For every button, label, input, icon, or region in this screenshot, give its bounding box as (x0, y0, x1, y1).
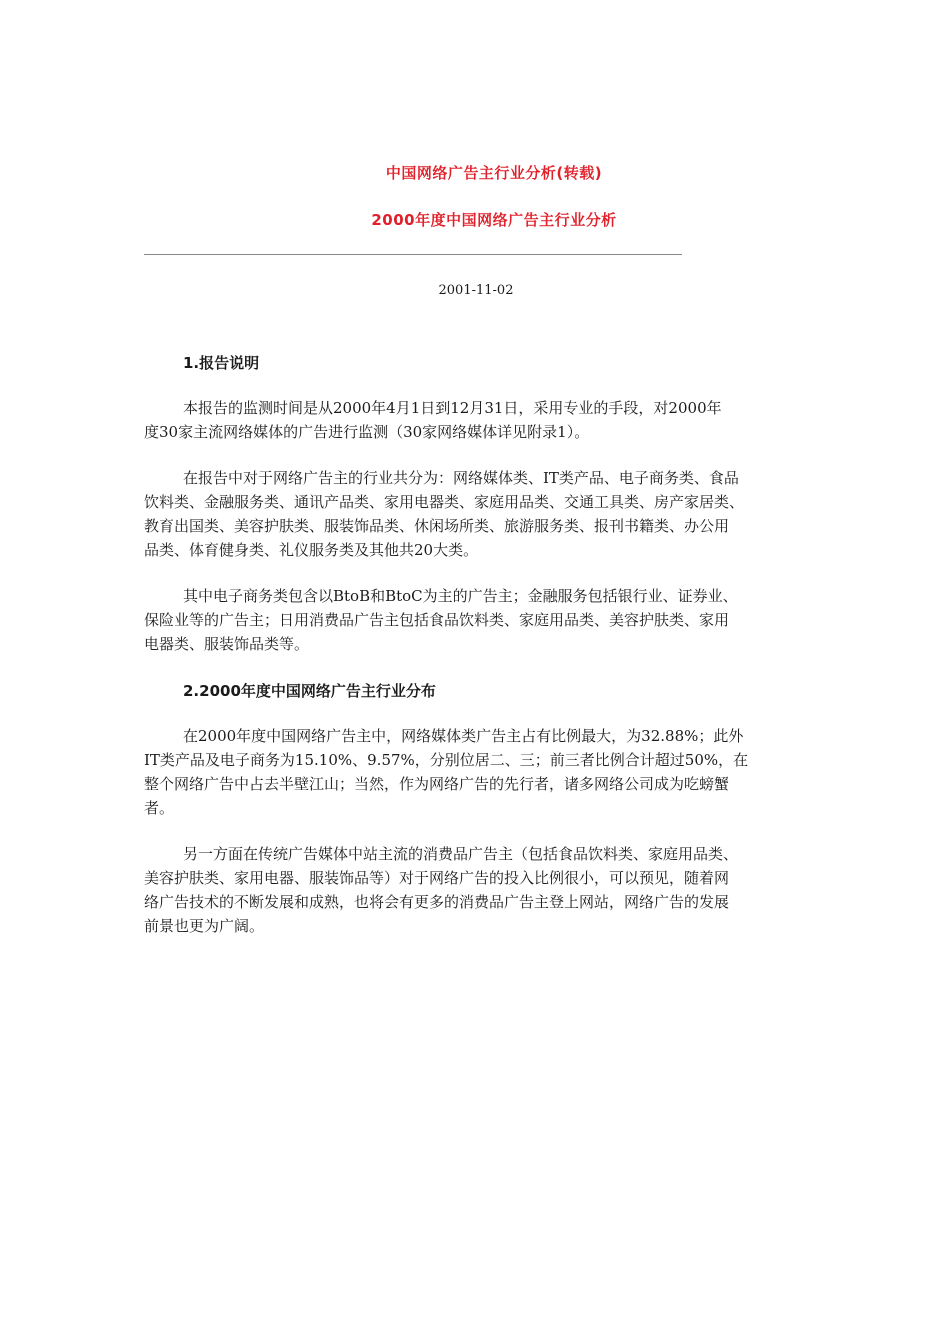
paragraph-line: 整个网络广告中占去半壁江山；当然，作为网络广告的先行者，诸多网络公司成为吃螃蟹 (144, 775, 730, 793)
paragraph-line: 络广告技术的不断发展和成熟，也将会有更多的消费品广告主登上网站，网络广告的发展 (144, 893, 730, 911)
section-heading-2: 2.2000年度中国网络广告主行业分布 (183, 682, 436, 700)
document-subtitle: 2000年度中国网络广告主行业分析 (371, 211, 617, 229)
paragraph (144, 584, 808, 656)
paragraph (144, 466, 808, 562)
section-heading-1: 1.报告说明 (183, 354, 260, 372)
paragraph-line: 其中电子商务类包含以BtoB和BtoC为主的广告主；金融服务包括银行业、证券业、 (183, 587, 738, 605)
paragraph-line: 度30家主流网络媒体的广告进行监测（30家网络媒体详见附录1）。 (144, 423, 590, 441)
paragraph-line: 教育出国类、美容护肤类、服装饰品类、休闲场所类、旅游服务类、报刊书籍类、办公用 (144, 517, 730, 535)
paragraph-line: 饮料类、金融服务类、通讯产品类、家用电器类、家庭用品类、交通工具类、房产家居类、 (144, 493, 745, 511)
paragraph-line: 前景也更为广阔。 (144, 917, 265, 935)
paragraph-line: 保险业等的广告主；日用消费品广告主包括食品饮料类、家庭用品类、美容护肤类、家用 (144, 611, 730, 629)
paragraph-line: 美容护肤类、家用电器、服装饰品等）对于网络广告的投入比例很小，可以预见，随着网 (144, 869, 730, 887)
publish-date: 2001-11-02 (438, 283, 514, 298)
paragraph-line: 在报告中对于网络广告主的行业共分为：网络媒体类、IT类产品、电子商务类、食品 (183, 469, 739, 487)
paragraph-line: 品类、体育健身类、礼仪服务类及其他共20大类。 (144, 541, 479, 559)
paragraph-line: 电器类、服装饰品类等。 (144, 635, 310, 653)
paragraph (144, 724, 808, 820)
paragraph (144, 842, 808, 938)
document-title: 中国网络广告主行业分析(转载) (385, 164, 603, 182)
paragraph-line: 本报告的监测时间是从2000年4月1日到12月31日，采用专业的手段，对2000年 (183, 399, 722, 417)
paragraph-line: 者。 (144, 799, 175, 817)
paragraph-line: 在2000年度中国网络广告主中，网络媒体类广告主占有比例最大，为32.88%；此外 (183, 727, 744, 745)
paragraph-line: 另一方面在传统广告媒体中站主流的消费品广告主（包括食品饮料类、家庭用品类、 (183, 845, 739, 863)
paragraph (144, 396, 808, 444)
horizontal-rule (144, 254, 682, 255)
paragraph-line: IT类产品及电子商务为15.10%、9.57%，分别位居二、三；前三者比例合计超过50%，在 (144, 751, 749, 769)
